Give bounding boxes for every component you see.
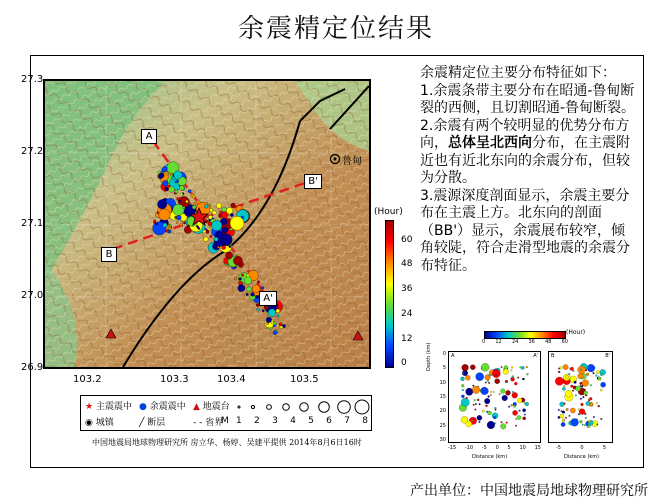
profile-dot [495, 374, 497, 376]
profile-dot [560, 402, 565, 407]
aftershock-dot [175, 190, 178, 193]
map-legend [80, 395, 372, 431]
profile-dot [598, 405, 600, 407]
aftershock-dot [198, 227, 200, 229]
profile-dot [486, 411, 488, 413]
aftershock-dot [271, 322, 273, 324]
aftershock-dot [153, 220, 156, 223]
profile-dot [482, 410, 484, 412]
aftershock-dot [180, 193, 183, 196]
profile-dot [525, 402, 529, 406]
terrain-svg [45, 81, 369, 367]
profile-dot [473, 385, 475, 387]
profile-dot [512, 391, 514, 393]
profile-dot [519, 410, 521, 412]
x-tick: 103.5 [290, 374, 319, 385]
profile-dot [473, 404, 475, 406]
colorbar-tick: 60 [401, 235, 413, 245]
aftershock-dot [159, 209, 170, 220]
profile-dot [596, 402, 598, 404]
profile-dot [506, 382, 508, 384]
aftershock-dot [169, 186, 175, 192]
profile-dot [565, 390, 572, 397]
aftershock-dot [246, 287, 251, 292]
colorbar-tick: 12 [401, 334, 413, 344]
profile-dot [461, 416, 468, 423]
aftershock-dot [169, 224, 171, 226]
profile-dot [564, 385, 566, 387]
aftershock-dot [244, 277, 252, 285]
profile-dot [562, 419, 564, 421]
desc-point-1: 1.余震条带主要分布在昭通-鲁甸断裂的西侧，且切割昭通-鲁甸断裂。 [420, 82, 636, 116]
profile-dot [462, 372, 464, 374]
inset-profile-aa-dots [449, 352, 541, 443]
inset-xlabel-right: Distance (km) [564, 454, 600, 460]
profile-dot [596, 371, 599, 374]
profile-dot [511, 377, 513, 379]
profile-dot [555, 377, 563, 385]
aftershock-dot [273, 331, 277, 335]
aftershock-dot [239, 263, 244, 268]
profile-dot [570, 408, 575, 413]
profile-dot [593, 416, 595, 418]
aftershock-dot [222, 227, 228, 233]
desc-point-2: 2.余震有两个较明显的优势分布方向，总体呈北西向分布，在主震附近也有近北东向的余震分布，但较为分散。 [420, 117, 630, 186]
profile-dot [474, 399, 476, 401]
profile-dot [561, 422, 565, 426]
x-tick: 103.3 [160, 374, 189, 385]
y-tick: 27.3 [21, 74, 44, 85]
profile-dot [472, 386, 480, 394]
page-title: 余震精定位结果 [237, 14, 434, 44]
profile-dot [558, 371, 560, 373]
aftershock-dot [273, 325, 275, 327]
profile-dot [558, 416, 560, 418]
profile-dot [590, 384, 592, 386]
profile-dot [580, 384, 582, 386]
aftershock-dot [173, 204, 184, 215]
legend-aftershock: ● 余震震中 [139, 402, 186, 412]
dot-icon: ● [139, 402, 147, 412]
aftershock-dot [158, 200, 167, 209]
profile-dot [523, 417, 526, 420]
profile-dot [465, 375, 470, 380]
profile-dot [584, 425, 586, 427]
aftershock-dot [261, 287, 264, 290]
profile-dot [588, 400, 590, 402]
aftershock-dot [262, 310, 264, 312]
aftershock-dot [257, 309, 260, 312]
legend-station: ▲ 地震台 [193, 402, 230, 412]
x-tick: 103.2 [73, 374, 102, 385]
footer-source: 产出单位：中国地震局地球物理研究所 [410, 483, 648, 499]
description-text [420, 65, 638, 275]
x-tick: 103.4 [217, 374, 246, 385]
profile-dot [575, 386, 580, 391]
aftershock-dot [180, 223, 183, 226]
profile-dot [461, 398, 469, 406]
profile-dot [586, 373, 589, 376]
town-icon: ◉ [85, 418, 93, 428]
profile-dot [560, 367, 563, 370]
profile-dot [495, 407, 497, 409]
aftershock-dot [204, 205, 208, 209]
aftershock-dot [251, 293, 255, 297]
profile-dot [477, 399, 479, 401]
profile-dot [580, 369, 582, 371]
profile-dot [506, 422, 508, 424]
boundary-line-icon: - - [193, 418, 203, 428]
y-tick: 27.1 [21, 218, 44, 229]
profile-dot [593, 367, 595, 369]
profile-dot [578, 413, 580, 415]
profile-dot [461, 377, 465, 381]
aftershock-dot [175, 181, 177, 183]
profile-label-a-prime: A' [259, 291, 277, 306]
profile-dot [600, 389, 602, 391]
profile-dot [475, 403, 477, 405]
profile-dot [493, 416, 496, 419]
aftershock-dot [241, 274, 244, 277]
aftershock-dot [231, 203, 236, 208]
profile-dot [601, 382, 606, 387]
profile-dot [493, 391, 495, 393]
aftershock-dot [176, 222, 178, 224]
profile-dot [471, 420, 473, 422]
profile-dot [570, 367, 573, 370]
legend-town: ◉ 城镇 [85, 418, 114, 428]
profile-dot [466, 397, 468, 399]
magnitude-circles-icon [231, 399, 371, 415]
profile-dot [565, 376, 568, 379]
profile-dot [566, 408, 569, 411]
profile-dot [511, 366, 513, 368]
aftershock-dot [158, 171, 161, 174]
aftershock-dot [165, 187, 169, 191]
aftershock-dot [168, 227, 171, 230]
inset-profile-bb-dots [549, 352, 613, 443]
profile-label-b-prime: B' [304, 174, 322, 189]
profile-dot [520, 367, 522, 369]
aftershock-dot [216, 203, 221, 208]
profile-dot [586, 401, 590, 405]
profile-dot [589, 420, 591, 422]
profile-dot [481, 363, 489, 371]
aftershock-dot [208, 215, 212, 219]
aftershock-dot [162, 180, 168, 186]
profile-dot [582, 424, 584, 426]
profile-dot [562, 387, 565, 390]
profile-dot [506, 390, 511, 395]
aftershock-dot [266, 317, 272, 323]
profile-dot [564, 403, 566, 405]
terrain-texture-2 [45, 81, 369, 367]
aftershock-dot [193, 203, 196, 206]
profile-dot [558, 409, 560, 411]
inset-dist-ticks-left: -15 -10 -5 0 5 10 15 [448, 445, 541, 451]
legend-mag-values: 1 2 3 4 5 6 7 8 [236, 416, 368, 426]
profile-label-b: B [101, 247, 117, 262]
colorbar-tick: 24 [401, 309, 413, 319]
profile-dot [512, 392, 518, 398]
profile-dot [524, 414, 526, 416]
colorbar-tick: 48 [401, 259, 413, 269]
inset-xlabel-left: Distance (km) [472, 454, 508, 460]
profile-dot [585, 417, 587, 419]
profile-dot [581, 403, 584, 406]
legend-fault: ╱ 断层 [139, 418, 166, 428]
aftershock-dot [179, 200, 181, 202]
fault-line-icon: ╱ [139, 418, 145, 428]
profile-dot [565, 417, 567, 419]
profile-dot [461, 384, 464, 387]
aftershock-dot [186, 200, 189, 203]
inset-ylabel: Depth (km) [426, 342, 432, 371]
aftershock-dot [167, 173, 169, 175]
profile-dot [574, 381, 577, 384]
aftershock-dot [276, 309, 280, 313]
aftershock-dot [277, 306, 279, 308]
legend-mainshock: ★ 主震震中 [85, 402, 132, 412]
colorbar-tick: 36 [401, 284, 413, 294]
profile-dot [517, 398, 522, 403]
profile-dot [578, 373, 584, 379]
aftershock-dot [279, 323, 282, 326]
profile-dot [584, 391, 588, 395]
aftershock-dot [222, 246, 226, 250]
profile-dot [461, 395, 464, 398]
profile-dot [575, 395, 577, 397]
profile-dot [522, 378, 524, 380]
profile-dot [495, 379, 500, 384]
aftershock-dot [257, 281, 259, 283]
aftershock-dot [214, 237, 218, 241]
inset-dist-ticks-right: -5 0 5 [556, 445, 606, 451]
profile-dot [501, 366, 503, 368]
aftershock-dot [166, 230, 168, 232]
profile-dot [517, 415, 521, 419]
aftershock-dot [162, 166, 167, 171]
profile-dot [515, 425, 517, 427]
profile-dot [462, 389, 464, 391]
profile-dot [489, 374, 491, 376]
aftershock-dot [204, 237, 209, 242]
colorbar [385, 220, 394, 368]
aftershock-dot [226, 208, 233, 215]
legend-mag-label: M [221, 416, 229, 426]
profile-dot [514, 382, 517, 385]
profile-dot [560, 414, 564, 418]
profile-dot [470, 365, 475, 370]
profile-dot [598, 377, 601, 380]
aftershock-dot [163, 223, 167, 227]
aftershock-dot [183, 207, 185, 209]
profile-dot [512, 375, 514, 377]
profile-dot [588, 425, 591, 428]
colorbar-tick: 0 [401, 358, 407, 368]
aftershock-dot [208, 222, 212, 226]
profile-dot [523, 409, 526, 412]
aftershock-dot [155, 223, 158, 226]
aftershock-dot [230, 213, 233, 216]
inset-profile-aa: A A' [448, 351, 541, 443]
inset-depth-ticks: 0 5 10 15 20 25 30 [439, 351, 446, 443]
inset-colorbar [484, 331, 566, 339]
profile-dot [479, 403, 481, 405]
aftershock-dot [212, 220, 222, 230]
profile-dot [517, 377, 519, 379]
profile-dot [502, 395, 508, 401]
profile-dot [526, 373, 528, 375]
aftershock-dot [227, 242, 230, 245]
aftershock-dot [280, 326, 283, 329]
profile-dot [571, 385, 574, 388]
profile-dot [511, 370, 513, 372]
depth-profile-inset [428, 331, 638, 466]
aftershock-dot [234, 277, 237, 280]
desc-emphasis: 总体呈北西向 [448, 135, 532, 151]
profile-dot [485, 405, 487, 407]
aftershock-dot [204, 220, 207, 223]
profile-dot [563, 364, 568, 369]
profile-dot [572, 390, 574, 392]
profile-dot [484, 398, 490, 404]
y-tick: 26.9 [21, 362, 44, 373]
profile-dot [583, 396, 585, 398]
aftershock-dot [277, 314, 280, 317]
aftershock-dot [210, 209, 213, 212]
aftershock-dot [177, 215, 182, 220]
profile-dot [571, 419, 579, 427]
colorbar-unit: (Hour) [374, 207, 403, 217]
profile-dot [488, 411, 492, 415]
profile-dot [584, 389, 586, 391]
aftershock-dot [188, 190, 191, 193]
profile-label-a: A [141, 129, 157, 144]
inset-colorbar-ticks: 0 12 24 36 48 60 [482, 339, 568, 345]
profile-dot [495, 409, 497, 411]
profile-dot [596, 375, 598, 377]
y-tick: 27.2 [21, 146, 44, 157]
legend-boundary: - - 省界 [193, 418, 224, 428]
credit-line: 中国地震局地球物理研究所 房立华、杨婷、吴建平提供 2014年8月6日16时 [92, 438, 362, 447]
aftershock-dot [203, 230, 206, 233]
star-icon: ★ [85, 402, 94, 412]
profile-dot [569, 415, 571, 417]
aftershock-dot [183, 222, 185, 224]
profile-dot [499, 393, 501, 395]
aftershock-dot [239, 278, 242, 281]
profile-dot [479, 421, 481, 423]
profile-dot [475, 409, 477, 411]
desc-intro: 余震精定位主要分布特征如下： [420, 65, 616, 81]
profile-dot [508, 406, 510, 408]
aftershock-dot [192, 205, 196, 209]
seismic-map [43, 79, 371, 369]
town-label: 鲁甸 [342, 156, 362, 167]
profile-dot [515, 418, 517, 420]
aftershock-dot [238, 285, 245, 292]
profile-dot [593, 372, 595, 374]
profile-dot [513, 410, 518, 415]
profile-dot [600, 418, 602, 420]
profile-dot [526, 366, 528, 368]
profile-dot [490, 391, 492, 393]
aftershock-dot [230, 216, 244, 230]
profile-dot [466, 388, 473, 395]
profile-dot [513, 405, 515, 407]
profile-dot [511, 404, 513, 406]
inset-colorbar-unit: (Hour) [566, 329, 586, 336]
profile-dot [582, 380, 589, 387]
aftershock-dot [229, 245, 231, 247]
profile-dot [579, 409, 585, 415]
profile-dot [488, 382, 490, 384]
profile-dot [488, 396, 490, 398]
aftershock-dot [191, 193, 194, 196]
profile-dot [487, 421, 495, 429]
profile-dot [585, 370, 587, 372]
profile-dot [562, 411, 565, 414]
profile-dot [490, 394, 492, 396]
profile-dot [521, 366, 524, 369]
profile-dot [600, 374, 602, 376]
y-tick: 27.0 [21, 290, 44, 301]
aftershock-dot [268, 309, 276, 317]
legend-magnitude-circles [231, 399, 371, 413]
profile-dot [481, 387, 489, 395]
desc-point-3: 3.震源深度剖面显示，余震主要分布在主震上方。北东向的剖面（BB'）显示，余震展布较窄，倾角较陡，符合走滑型地震的余震分布特征。 [420, 187, 630, 274]
aftershock-dot [226, 252, 233, 259]
inset-profile-bb: B B' [548, 351, 613, 443]
profile-dot [580, 398, 582, 400]
profile-dot [477, 415, 482, 420]
aftershock-dot [174, 171, 182, 179]
profile-dot [597, 424, 599, 426]
profile-dot [500, 424, 506, 430]
aftershock-dot [179, 186, 184, 191]
profile-dot [573, 370, 575, 372]
profile-dot [579, 420, 582, 423]
profile-dot [462, 364, 469, 371]
profile-dot [503, 369, 509, 375]
profile-dot [485, 382, 487, 384]
profile-dot [476, 373, 484, 381]
aftershock-dot [158, 174, 163, 179]
profile-dot [492, 370, 500, 378]
triangle-icon: ▲ [193, 402, 200, 412]
aftershock-dot [208, 228, 210, 230]
profile-dot [501, 421, 503, 423]
aftershock-dot [246, 293, 249, 296]
aftershock-dot [210, 235, 212, 237]
profile-dot [500, 389, 505, 394]
aftershock-dot [171, 205, 173, 207]
